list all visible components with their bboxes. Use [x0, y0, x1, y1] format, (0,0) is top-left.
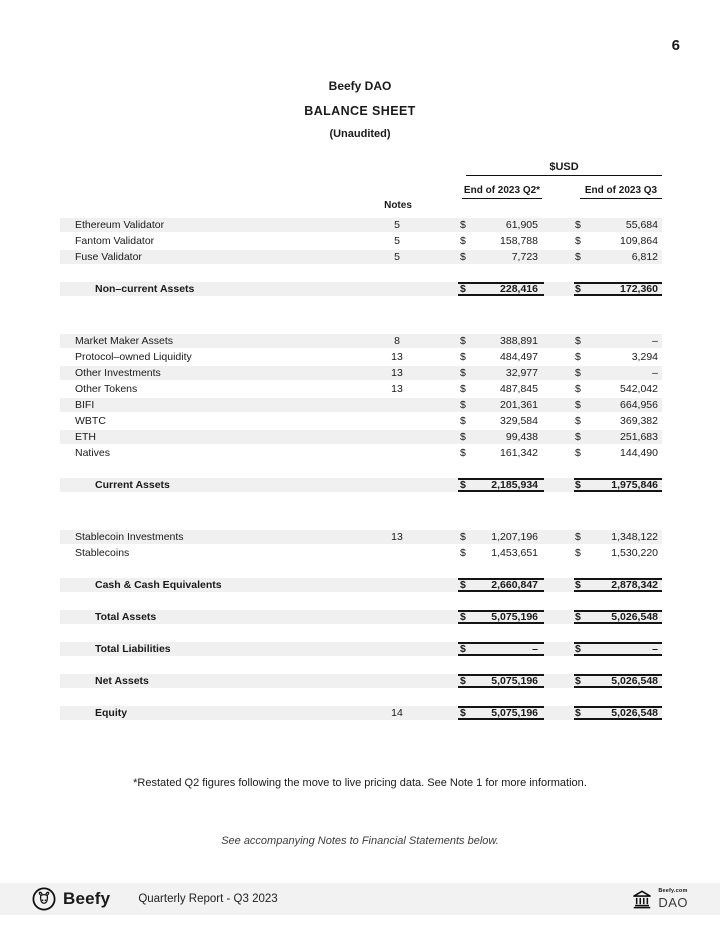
table-row — [60, 578, 662, 592]
spacer-row — [60, 626, 662, 640]
cell-value: – — [652, 643, 658, 655]
cell-value: 161,342 — [500, 447, 538, 459]
row-note: 8 — [394, 335, 400, 347]
row-label: Non–current Assets — [95, 283, 195, 295]
currency-symbol: $ — [460, 547, 466, 559]
cell-q2 — [458, 366, 544, 380]
cell-q2 — [458, 334, 544, 348]
table-row — [60, 334, 662, 348]
row-note: 5 — [394, 219, 400, 231]
dao-label — [658, 889, 688, 909]
currency-symbol: $ — [575, 447, 581, 459]
table-row — [60, 218, 662, 232]
currency-symbol: $ — [575, 707, 581, 719]
cell-value: 5,026,548 — [611, 675, 658, 687]
cell-q3 — [574, 706, 662, 720]
restated-footnote: *Restated Q2 figures following the move to live pricing data. See Note 1 for more information. — [133, 777, 587, 789]
currency-symbol: $ — [460, 399, 466, 411]
currency-symbol: $ — [575, 351, 581, 363]
column-header-q3: End of 2023 Q3 — [580, 185, 662, 199]
cell-value: 5,075,196 — [491, 675, 538, 687]
row-label: WBTC — [75, 415, 106, 427]
cell-value: 1,975,846 — [611, 479, 658, 491]
cell-value: 329,584 — [500, 415, 538, 427]
row-label: Total Liabilities — [95, 643, 171, 655]
currency-symbol: $ — [575, 479, 581, 491]
cell-value: 61,905 — [505, 219, 538, 231]
table-row — [60, 366, 662, 380]
document-subtitle: (Unaudited) — [329, 128, 391, 140]
cell-value: 32,977 — [505, 367, 538, 379]
table-row — [60, 642, 662, 656]
table-row — [60, 530, 662, 544]
cell-q2 — [458, 642, 544, 656]
cell-value: 1,207,196 — [491, 531, 538, 543]
currency-symbol: $ — [575, 643, 581, 655]
currency-symbol: $ — [460, 579, 466, 591]
row-label: Net Assets — [95, 675, 149, 687]
row-label: Ethereum Validator — [75, 219, 165, 231]
cell-value: 542,042 — [620, 383, 658, 395]
cell-q2 — [458, 446, 544, 460]
cell-value: 5,026,548 — [611, 611, 658, 623]
cell-value: 172,360 — [620, 283, 658, 295]
table-row — [60, 250, 662, 264]
table-row — [60, 446, 662, 460]
row-label: Market Maker Assets — [75, 335, 174, 347]
cell-q3 — [574, 430, 662, 444]
currency-symbol: $ — [460, 251, 466, 263]
row-label: Fuse Validator — [75, 251, 142, 263]
row-label: Stablecoin Investments — [75, 531, 184, 543]
balance-rows — [60, 218, 662, 722]
cell-value: 99,438 — [505, 431, 538, 443]
currency-symbol: $ — [575, 251, 581, 263]
page-number: 6 — [671, 37, 680, 54]
cell-value: 228,416 — [500, 283, 538, 295]
currency-symbol: $ — [575, 431, 581, 443]
cell-q3 — [574, 350, 662, 364]
cell-q3 — [574, 366, 662, 380]
cell-value: 109,864 — [620, 235, 658, 247]
currency-symbol: $ — [460, 479, 466, 491]
currency-symbol: $ — [575, 579, 581, 591]
cell-q2 — [458, 234, 544, 248]
row-note: 13 — [391, 383, 403, 395]
column-header-q2: End of 2023 Q2* — [462, 185, 542, 199]
table-row — [60, 414, 662, 428]
cell-q2 — [458, 282, 544, 296]
cell-value: 251,683 — [620, 431, 658, 443]
row-label: Current Assets — [95, 479, 170, 491]
brand-lockup — [32, 887, 110, 911]
currency-symbol: $ — [575, 383, 581, 395]
cell-q2 — [458, 430, 544, 444]
table-row — [60, 674, 662, 688]
row-label: ETH — [75, 431, 96, 443]
row-label: Cash & Cash Equivalents — [95, 579, 222, 591]
currency-symbol: $ — [575, 547, 581, 559]
currency-symbol: $ — [575, 283, 581, 295]
spacer-row — [60, 298, 662, 332]
spacer-row — [60, 658, 662, 672]
cell-q3 — [574, 578, 662, 592]
cell-value: 1,348,122 — [611, 531, 658, 543]
cell-value: 484,497 — [500, 351, 538, 363]
row-note: 5 — [394, 235, 400, 247]
cell-value: 158,788 — [500, 235, 538, 247]
row-label: Fantom Validator — [75, 235, 155, 247]
table-row — [60, 706, 662, 720]
spacer-row — [60, 266, 662, 280]
cell-q2 — [458, 350, 544, 364]
cell-value: 2,185,934 — [491, 479, 538, 491]
cell-q3 — [574, 382, 662, 396]
cell-value: 388,891 — [500, 335, 538, 347]
cell-value: – — [532, 643, 538, 655]
cell-q3 — [574, 642, 662, 656]
spacer-row — [60, 594, 662, 608]
currency-symbol: $ — [460, 219, 466, 231]
cell-q3 — [574, 546, 662, 560]
cell-value: 2,878,342 — [611, 579, 658, 591]
cell-q2 — [458, 414, 544, 428]
cell-q3 — [574, 250, 662, 264]
cell-q2 — [458, 530, 544, 544]
currency-header: $USD — [466, 161, 662, 176]
currency-symbol: $ — [460, 367, 466, 379]
currency-symbol: $ — [460, 611, 466, 623]
currency-symbol: $ — [460, 531, 466, 543]
currency-symbol: $ — [460, 447, 466, 459]
currency-symbol: $ — [460, 675, 466, 687]
brand-name: Beefy — [63, 889, 111, 908]
currency-symbol: $ — [460, 643, 466, 655]
row-note: 5 — [394, 251, 400, 263]
cell-q2 — [458, 706, 544, 720]
cell-value: 1,453,651 — [491, 547, 538, 559]
cell-q2 — [458, 610, 544, 624]
currency-symbol: $ — [575, 415, 581, 427]
accompanying-note: See accompanying Notes to Financial Statements below. — [221, 835, 499, 847]
table-row — [60, 546, 662, 560]
notes-column-header: Notes — [384, 200, 412, 211]
cell-value: 2,660,847 — [491, 579, 538, 591]
currency-symbol: $ — [575, 611, 581, 623]
report-title: Quarterly Report - Q3 2023 — [138, 893, 278, 905]
cell-q2 — [458, 218, 544, 232]
cell-q3 — [574, 674, 662, 688]
cell-q3 — [574, 218, 662, 232]
currency-symbol: $ — [460, 235, 466, 247]
row-label: Other Tokens — [75, 383, 138, 395]
cell-value: 7,723 — [511, 251, 538, 263]
footer-bar — [0, 883, 720, 915]
table-row — [60, 382, 662, 396]
cell-value: 5,026,548 — [611, 707, 658, 719]
table-row — [60, 478, 662, 492]
row-label: BIFI — [75, 399, 95, 411]
cell-value: – — [652, 367, 658, 379]
currency-symbol: $ — [460, 431, 466, 443]
cell-value: 5,075,196 — [491, 611, 538, 623]
currency-symbol: $ — [460, 351, 466, 363]
table-row — [60, 282, 662, 296]
cell-q2 — [458, 382, 544, 396]
currency-symbol: $ — [575, 335, 581, 347]
cell-value: 369,382 — [620, 415, 658, 427]
cell-value: 1,530,220 — [611, 547, 658, 559]
dao-lockup — [631, 888, 688, 910]
cell-q2 — [458, 250, 544, 264]
cell-q3 — [574, 414, 662, 428]
spacer-row — [60, 562, 662, 576]
row-note: 14 — [391, 707, 403, 719]
currency-symbol: $ — [575, 219, 581, 231]
currency-symbol: $ — [575, 367, 581, 379]
currency-symbol: $ — [460, 283, 466, 295]
spacer-row — [60, 462, 662, 476]
cell-q2 — [458, 674, 544, 688]
cell-q2 — [458, 478, 544, 492]
row-label: Total Assets — [95, 611, 157, 623]
cell-value: 3,294 — [631, 351, 658, 363]
row-label: Equity — [95, 707, 128, 719]
document-header — [0, 79, 720, 140]
row-label: Natives — [75, 447, 111, 459]
org-name: Beefy DAO — [328, 79, 392, 93]
table-row — [60, 398, 662, 412]
currency-symbol: $ — [460, 707, 466, 719]
currency-symbol: $ — [575, 675, 581, 687]
currency-symbol: $ — [460, 335, 466, 347]
cell-value: 144,490 — [620, 447, 658, 459]
row-note: 13 — [391, 367, 403, 379]
cell-value: 487,845 — [500, 383, 538, 395]
cell-q2 — [458, 398, 544, 412]
cell-q3 — [574, 478, 662, 492]
row-label: Stablecoins — [75, 547, 130, 559]
cell-q3 — [574, 282, 662, 296]
table-row — [60, 234, 662, 248]
cell-value: 201,361 — [500, 399, 538, 411]
cell-q2 — [458, 578, 544, 592]
row-label: Other Investments — [75, 367, 161, 379]
currency-symbol: $ — [460, 383, 466, 395]
cell-value: 664,956 — [620, 399, 658, 411]
dao-name-label: DAO — [658, 894, 688, 910]
currency-symbol: $ — [575, 399, 581, 411]
table-row — [60, 610, 662, 624]
document-title: BALANCE SHEET — [304, 104, 416, 118]
cell-value: 55,684 — [625, 219, 658, 231]
spacer-row — [60, 690, 662, 704]
currency-symbol: $ — [460, 415, 466, 427]
cell-value: – — [652, 335, 658, 347]
beefy-cow-logo-icon — [32, 887, 56, 911]
cell-value: 6,812 — [631, 251, 658, 263]
table-row — [60, 430, 662, 444]
row-label: Protocol–owned Liquidity — [75, 351, 192, 363]
spacer-row — [60, 494, 662, 528]
cell-value: 5,075,196 — [491, 707, 538, 719]
cell-q3 — [574, 334, 662, 348]
row-note: 13 — [391, 531, 403, 543]
dao-domain-label: Beefy.com — [658, 888, 688, 895]
cell-q3 — [574, 234, 662, 248]
currency-symbol: $ — [575, 235, 581, 247]
table-row — [60, 350, 662, 364]
cell-q3 — [574, 530, 662, 544]
cell-q3 — [574, 398, 662, 412]
cell-q3 — [574, 610, 662, 624]
bank-building-icon — [631, 888, 653, 910]
cell-q2 — [458, 546, 544, 560]
row-note: 13 — [391, 351, 403, 363]
cell-q3 — [574, 446, 662, 460]
currency-symbol: $ — [575, 531, 581, 543]
